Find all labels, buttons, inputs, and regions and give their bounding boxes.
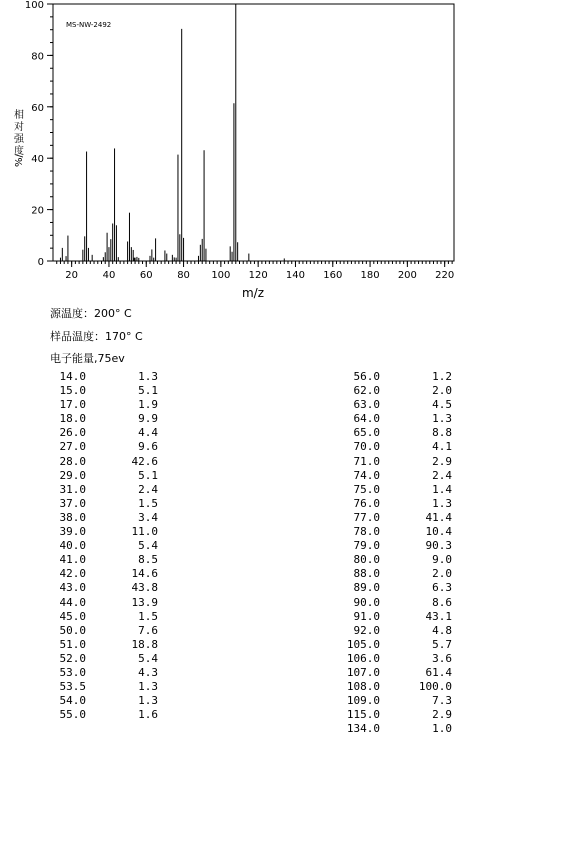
table-row xyxy=(334,652,452,666)
relative-intensity-value: 42.6 xyxy=(131,454,158,468)
relative-intensity-value: 8.8 xyxy=(432,426,452,440)
relative-intensity-value: 7.3 xyxy=(432,694,452,708)
mz-value: 63.0 xyxy=(353,398,380,412)
relative-intensity-value: 1.4 xyxy=(432,482,452,496)
mz-value: 28.0 xyxy=(59,454,86,468)
table-row xyxy=(334,426,452,440)
table-row xyxy=(334,553,452,567)
mz-value: 31.0 xyxy=(59,482,86,496)
table-row xyxy=(40,384,158,398)
y-label-char-4: 度 xyxy=(14,146,24,157)
y-tick-label: 0 xyxy=(37,257,44,268)
relative-intensity-value: 4.3 xyxy=(138,665,158,679)
mz-value: 71.0 xyxy=(353,454,380,468)
spectrum-bars xyxy=(60,4,284,261)
x-tick-label: 220 xyxy=(435,270,455,281)
table-row xyxy=(40,412,158,426)
mz-value: 51.0 xyxy=(59,637,86,651)
table-row xyxy=(40,525,158,539)
y-axis xyxy=(25,0,53,268)
relative-intensity-value: 2.9 xyxy=(432,454,452,468)
x-tick-label: 80 xyxy=(177,270,190,281)
mz-value: 65.0 xyxy=(353,426,380,440)
relative-intensity-value: 4.5 xyxy=(432,398,452,412)
table-row xyxy=(40,680,158,694)
mz-value: 40.0 xyxy=(59,539,86,553)
table-row xyxy=(40,596,158,610)
relative-intensity-value: 1.3 xyxy=(138,680,158,694)
relative-intensity-value: 43.1 xyxy=(425,609,452,623)
table-row xyxy=(40,610,158,624)
table-row xyxy=(40,708,158,722)
relative-intensity-value: 6.3 xyxy=(432,581,452,595)
peak-table-left xyxy=(40,370,158,722)
relative-intensity-value: 90.3 xyxy=(425,539,452,553)
relative-intensity-value: 4.1 xyxy=(432,440,452,454)
relative-intensity-value: 43.8 xyxy=(131,581,158,595)
x-tick-label: 200 xyxy=(397,270,417,281)
relative-intensity-value: 13.9 xyxy=(131,595,158,609)
relative-intensity-value: 1.3 xyxy=(432,496,452,510)
mz-value: 26.0 xyxy=(59,426,86,440)
relative-intensity-value: 1.3 xyxy=(138,694,158,708)
mz-value: 134.0 xyxy=(346,722,380,736)
relative-intensity-value: 100.0 xyxy=(418,680,452,694)
relative-intensity-value: 11.0 xyxy=(131,525,158,539)
mz-value: 53.5 xyxy=(59,680,86,694)
table-row xyxy=(334,398,452,412)
mz-value: 50.0 xyxy=(59,623,86,637)
y-label-char-1: 相 xyxy=(14,110,24,121)
table-row xyxy=(40,398,158,412)
mz-value: 77.0 xyxy=(353,510,380,524)
table-row xyxy=(334,469,452,483)
table-row xyxy=(40,638,158,652)
table-row xyxy=(334,511,452,525)
y-label-unit: %/ xyxy=(14,154,25,167)
mz-value: 62.0 xyxy=(353,384,380,398)
table-row xyxy=(334,567,452,581)
mz-value: 76.0 xyxy=(353,496,380,510)
table-row xyxy=(40,497,158,511)
mz-value: 108.0 xyxy=(346,680,380,694)
x-tick-label: 120 xyxy=(248,270,268,281)
mz-value: 44.0 xyxy=(59,595,86,609)
table-row xyxy=(334,722,452,736)
table-row xyxy=(40,567,158,581)
table-row xyxy=(40,539,158,553)
relative-intensity-value: 1.9 xyxy=(138,398,158,412)
mz-value: 106.0 xyxy=(346,651,380,665)
sample-temperature: 样品温度：170° C xyxy=(50,330,143,343)
mz-value: 41.0 xyxy=(59,553,86,567)
mz-value: 15.0 xyxy=(59,384,86,398)
relative-intensity-value: 61.4 xyxy=(425,665,452,679)
relative-intensity-value: 1.5 xyxy=(138,496,158,510)
table-row xyxy=(40,652,158,666)
table-row xyxy=(334,624,452,638)
table-row xyxy=(334,539,452,553)
relative-intensity-value: 1.3 xyxy=(138,370,158,383)
relative-intensity-value: 10.4 xyxy=(425,525,452,539)
relative-intensity-value: 7.6 xyxy=(138,623,158,637)
mz-value: 43.0 xyxy=(59,581,86,595)
table-row xyxy=(334,497,452,511)
table-row xyxy=(40,553,158,567)
x-tick-label: 20 xyxy=(65,270,79,281)
mz-value: 74.0 xyxy=(353,468,380,482)
source-temperature: 源温度：200° C xyxy=(50,307,132,320)
mz-value: 55.0 xyxy=(59,708,86,722)
table-row xyxy=(40,455,158,469)
mz-value: 78.0 xyxy=(353,525,380,539)
x-tick-label: 40 xyxy=(102,270,116,281)
y-tick-label: 100 xyxy=(24,0,44,11)
spectrum-id-label: MS-NW-2492 xyxy=(66,21,112,29)
x-tick-label: 160 xyxy=(323,270,343,281)
y-tick-label: 40 xyxy=(31,154,44,166)
relative-intensity-value: 9.0 xyxy=(432,553,452,567)
table-row xyxy=(334,370,452,384)
table-row xyxy=(40,694,158,708)
table-row xyxy=(334,610,452,624)
relative-intensity-value: 1.5 xyxy=(138,609,158,623)
table-row xyxy=(334,440,452,454)
mass-spectrum-chart xyxy=(0,0,570,305)
relative-intensity-value: 41.4 xyxy=(425,510,452,524)
relative-intensity-value: 5.4 xyxy=(138,539,158,553)
mz-value: 29.0 xyxy=(59,468,86,482)
mz-value: 18.0 xyxy=(59,412,86,426)
mz-value: 89.0 xyxy=(353,581,380,595)
relative-intensity-value: 4.8 xyxy=(432,623,452,637)
mz-value: 27.0 xyxy=(59,440,86,454)
relative-intensity-value: 1.2 xyxy=(432,370,452,383)
x-axis xyxy=(57,261,454,281)
table-row xyxy=(334,483,452,497)
y-axis-label-vertical xyxy=(14,108,25,167)
y-tick-label: 80 xyxy=(31,51,44,63)
table-row xyxy=(334,581,452,595)
table-row xyxy=(334,412,452,426)
mz-value: 75.0 xyxy=(353,482,380,496)
mz-value: 107.0 xyxy=(346,665,380,679)
relative-intensity-value: 9.6 xyxy=(138,440,158,454)
table-row xyxy=(40,370,158,384)
table-row xyxy=(40,483,158,497)
relative-intensity-value: 1.6 xyxy=(138,708,158,722)
electron-energy: 电子能量,75ev xyxy=(50,352,125,365)
relative-intensity-value: 1.0 xyxy=(432,722,452,736)
table-row xyxy=(334,666,452,680)
mz-value: 54.0 xyxy=(59,694,86,708)
mz-value: 56.0 xyxy=(353,370,380,383)
y-label-char-2: 对 xyxy=(14,122,24,133)
mz-value: 92.0 xyxy=(353,623,380,637)
relative-intensity-value: 5.7 xyxy=(432,637,452,651)
x-tick-label: 100 xyxy=(211,270,231,281)
relative-intensity-value: 2.0 xyxy=(432,384,452,398)
mz-value: 105.0 xyxy=(346,637,380,651)
relative-intensity-value: 5.4 xyxy=(138,651,158,665)
table-row xyxy=(334,525,452,539)
x-tick-label: 60 xyxy=(139,270,153,281)
mz-value: 37.0 xyxy=(59,496,86,510)
x-tick-label: 180 xyxy=(360,270,380,281)
relative-intensity-value: 2.0 xyxy=(432,567,452,581)
table-row xyxy=(334,708,452,722)
mz-value: 52.0 xyxy=(59,651,86,665)
relative-intensity-value: 3.4 xyxy=(138,510,158,524)
relative-intensity-value: 5.1 xyxy=(138,468,158,482)
mz-value: 80.0 xyxy=(353,553,380,567)
relative-intensity-value: 8.6 xyxy=(432,595,452,609)
x-tick-label: 140 xyxy=(285,270,306,281)
table-row xyxy=(40,426,158,440)
table-row xyxy=(334,638,452,652)
mz-value: 39.0 xyxy=(59,525,86,539)
table-row xyxy=(334,596,452,610)
relative-intensity-value: 5.1 xyxy=(138,384,158,398)
table-row xyxy=(334,455,452,469)
relative-intensity-value: 3.6 xyxy=(432,651,452,665)
relative-intensity-value: 2.9 xyxy=(432,708,452,722)
relative-intensity-value: 2.4 xyxy=(432,468,452,482)
relative-intensity-value: 9.9 xyxy=(138,412,158,426)
table-row xyxy=(40,666,158,680)
table-row xyxy=(334,694,452,708)
mz-value: 90.0 xyxy=(353,595,380,609)
table-row xyxy=(40,624,158,638)
mz-value: 64.0 xyxy=(353,412,380,426)
table-row xyxy=(40,581,158,595)
relative-intensity-value: 8.5 xyxy=(138,553,158,567)
table-row xyxy=(334,680,452,694)
relative-intensity-value: 18.8 xyxy=(131,637,158,651)
mz-value: 115.0 xyxy=(346,708,380,722)
mz-value: 53.0 xyxy=(59,665,86,679)
table-row xyxy=(40,440,158,454)
relative-intensity-value: 1.3 xyxy=(432,412,452,426)
table-row xyxy=(40,511,158,525)
mz-value: 91.0 xyxy=(353,609,380,623)
mz-value: 88.0 xyxy=(353,567,380,581)
y-tick-label: 60 xyxy=(31,102,44,114)
x-axis-label: m/z xyxy=(241,286,265,300)
mz-value: 17.0 xyxy=(59,398,86,412)
relative-intensity-value: 4.4 xyxy=(138,426,158,440)
table-row xyxy=(40,469,158,483)
mz-value: 42.0 xyxy=(59,567,86,581)
y-label-char-3: 强 xyxy=(14,134,24,145)
mz-value: 45.0 xyxy=(59,609,86,623)
mz-value: 109.0 xyxy=(346,694,380,708)
mz-value: 70.0 xyxy=(353,440,380,454)
relative-intensity-value: 14.6 xyxy=(131,567,158,581)
table-row xyxy=(334,384,452,398)
y-tick-label: 20 xyxy=(31,205,44,217)
mz-value: 79.0 xyxy=(353,539,380,553)
mz-value: 14.0 xyxy=(59,370,86,383)
peak-table-right xyxy=(334,370,452,736)
mz-value: 38.0 xyxy=(59,510,86,524)
relative-intensity-value: 2.4 xyxy=(138,482,158,496)
plot-frame xyxy=(53,4,454,261)
